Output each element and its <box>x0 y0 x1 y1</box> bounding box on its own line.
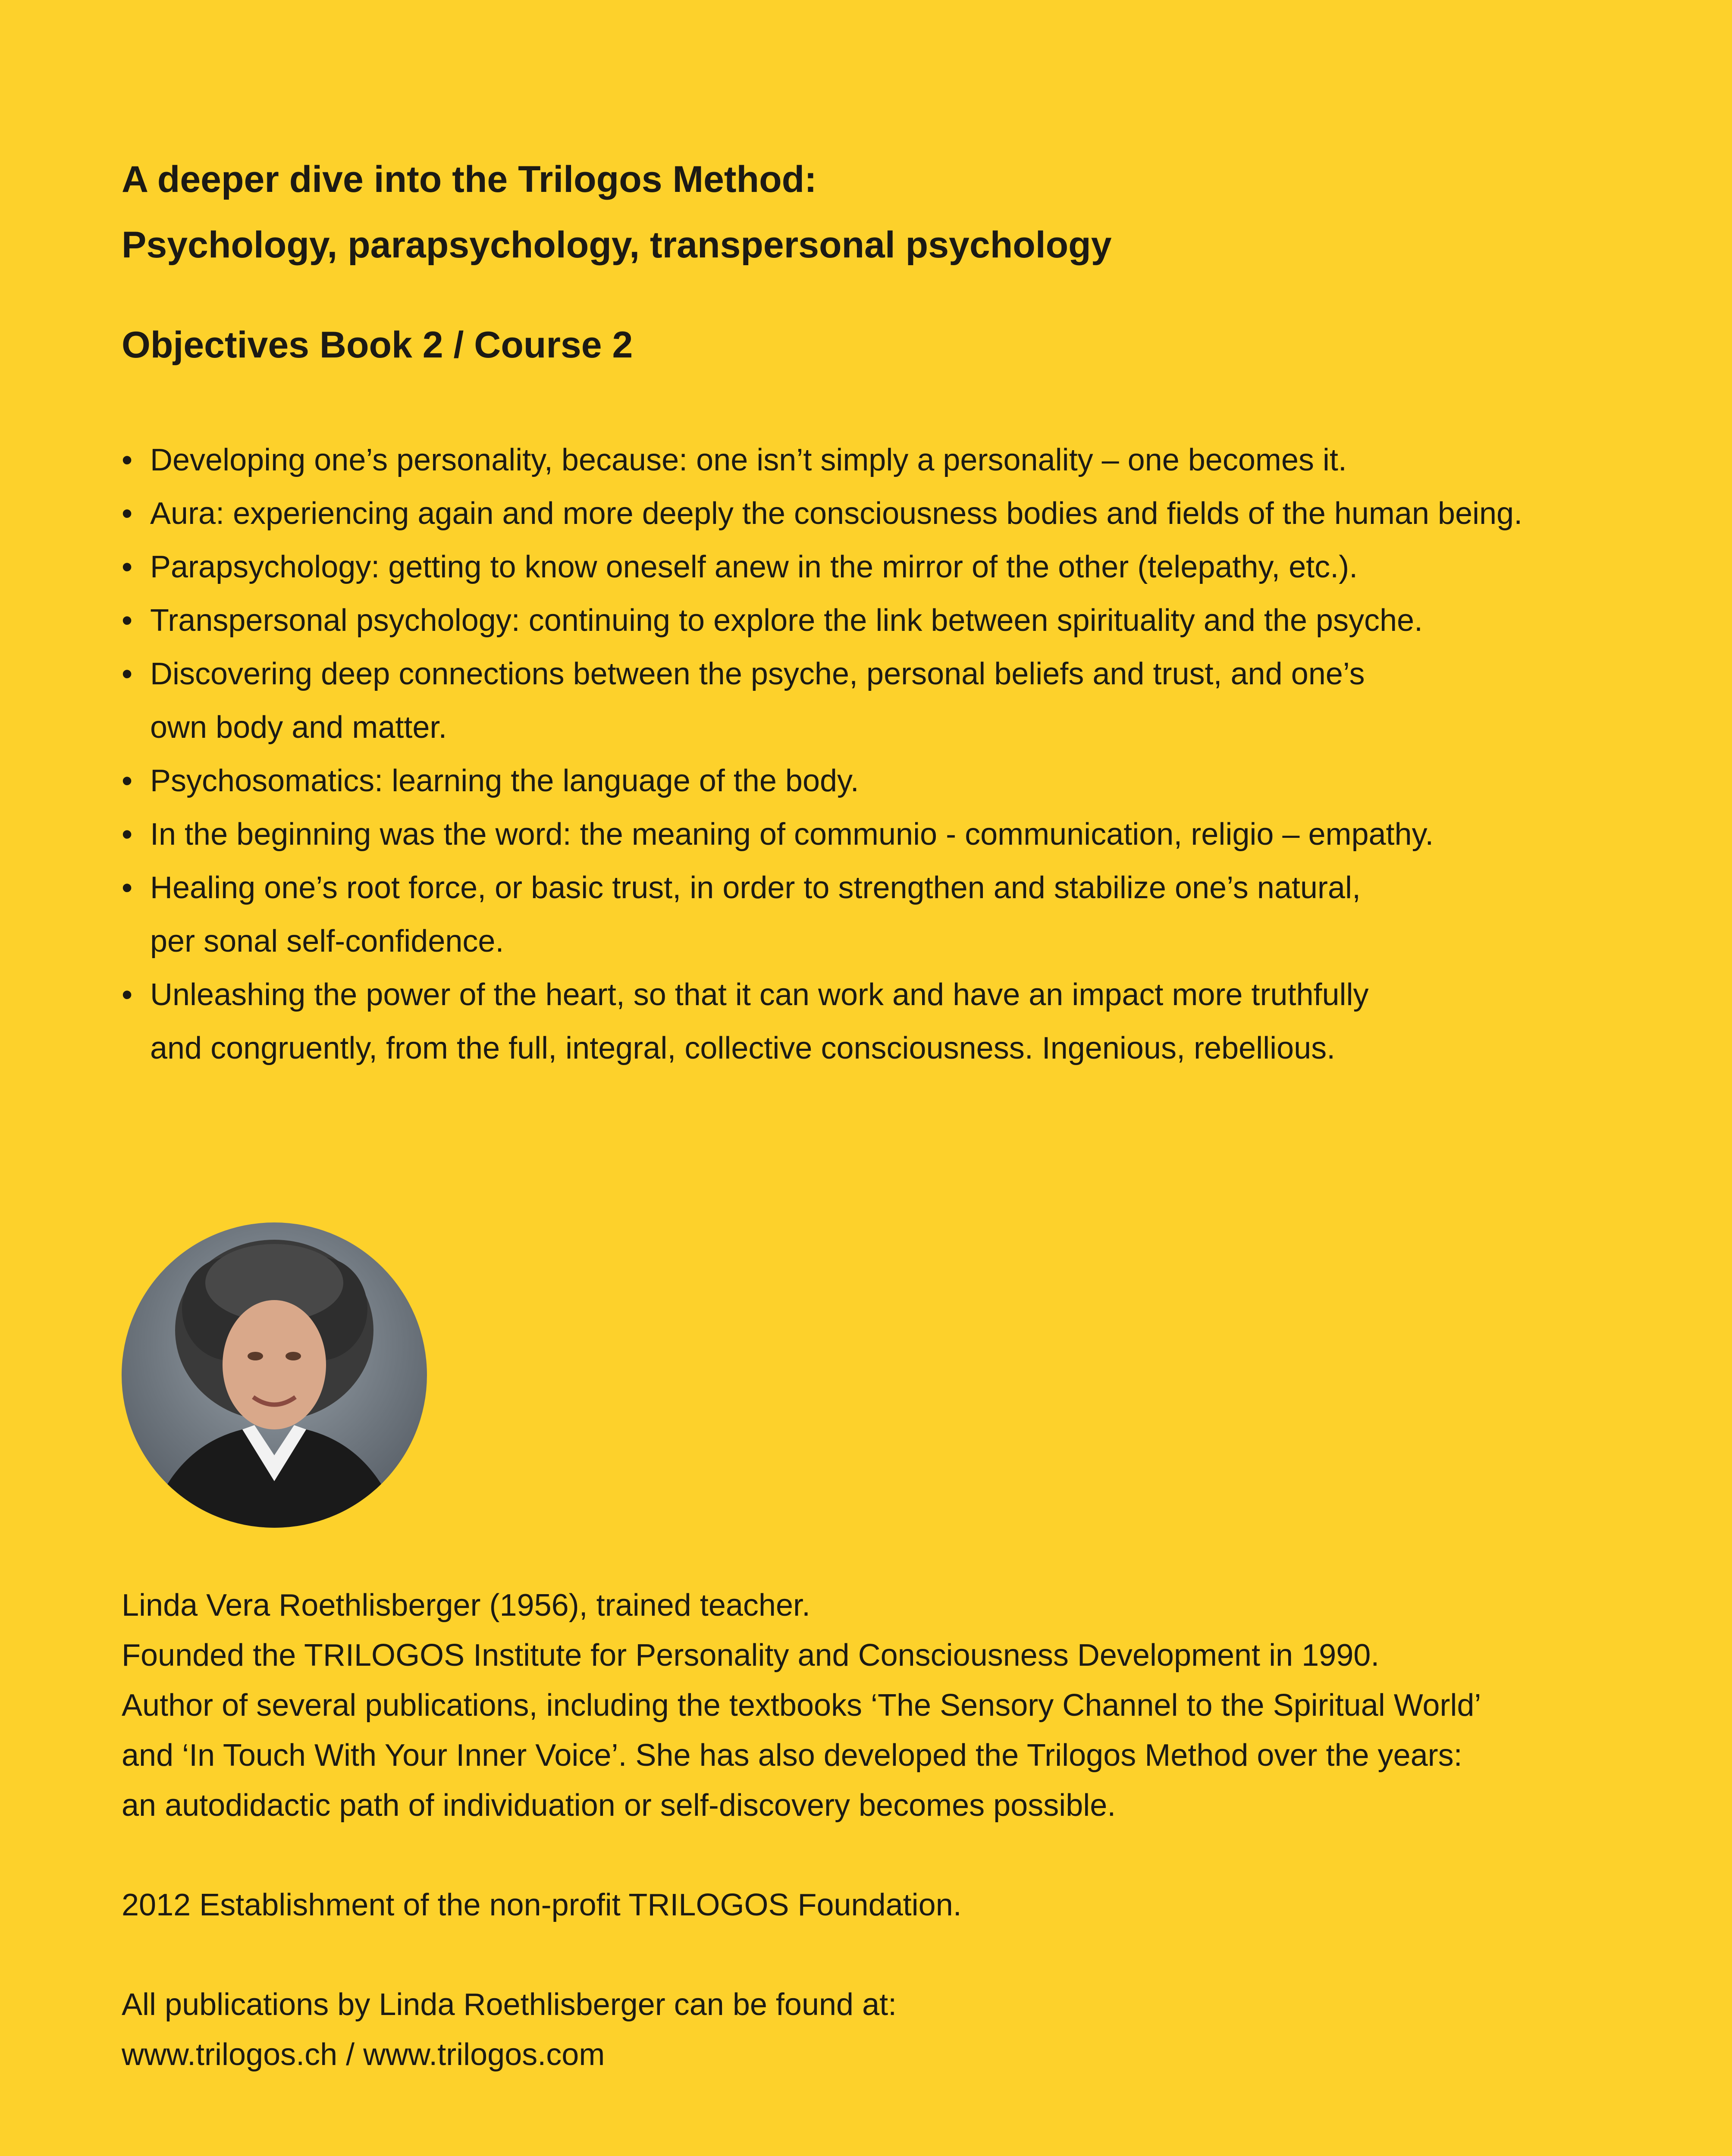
objective-text-line: Psychosomatics: learning the language of the body. <box>150 764 859 798</box>
heading-line-1: A deeper dive into the Trilogos Method: <box>122 159 817 200</box>
author-photo <box>122 1222 427 1528</box>
bullet-marker: • <box>122 817 133 852</box>
bullet-marker: • <box>122 496 133 531</box>
foundation-note: 2012 Establishment of the non-profit TRILOGOS Foundation. <box>122 1888 962 1922</box>
objective-text-line: In the beginning was the word: the meaning of communio - communication, religio – empathy. <box>150 817 1434 852</box>
objective-text-line: Parapsychology: getting to know oneself anew in the mirror of the other (telepathy, etc.). <box>150 550 1358 584</box>
objective-item <box>122 968 1709 1075</box>
objective-text-line: Discovering deep connections between the psyche, personal beliefs and trust, and one’s <box>150 657 1365 691</box>
objective-text-line: Developing one’s personality, because: one isn’t simply a personality – one becomes it. <box>150 443 1347 477</box>
bio-line: and ‘In Touch With Your Inner Voice’. She has also developed the Trilogos Method over the years: <box>122 1738 1462 1773</box>
publications-intro: All publications by Linda Roethlisberger can be found at: <box>122 1987 897 2022</box>
bullet-marker: • <box>122 443 133 477</box>
objective-item <box>122 594 1709 647</box>
objective-text-line: per sonal self-confidence. <box>150 924 504 959</box>
bullet-marker: • <box>122 603 133 638</box>
objective-text-line: and congruently, from the full, integral, collective consciousness. Ingenious, rebellious. <box>150 1031 1336 1065</box>
objective-item <box>122 433 1709 487</box>
cover-heading <box>122 147 1631 278</box>
bio-line: Founded the TRILOGOS Institute for Personality and Consciousness Development in 1990. <box>122 1638 1380 1673</box>
bullet-marker: • <box>122 764 133 798</box>
objective-item <box>122 540 1709 594</box>
objective-text-line: Unleashing the power of the heart, so that it can work and have an impact more truthfully <box>150 978 1369 1012</box>
objective-item <box>122 487 1709 540</box>
bio-line: Author of several publications, including the textbooks ‘The Sensory Channel to the Spiritual World’ <box>122 1688 1481 1723</box>
bullet-marker: • <box>122 871 133 905</box>
bullet-marker: • <box>122 657 133 691</box>
bullet-marker: • <box>122 978 133 1012</box>
websites-link[interactable]: www.trilogos.ch / www.trilogos.com <box>122 2037 605 2072</box>
heading-line-2: Psychology, parapsychology, transpersonal psychology <box>122 224 1112 266</box>
objectives-heading: Objectives Book 2 / Course 2 <box>122 324 633 366</box>
objectives-list <box>122 433 1709 1075</box>
objective-item <box>122 754 1709 808</box>
objective-item <box>122 647 1709 754</box>
objective-text-line: Transpersonal psychology: continuing to explore the link between spirituality and the psyche. <box>150 603 1423 638</box>
objective-text-line: Aura: experiencing again and more deeply the consciousness bodies and fields of the human being. <box>150 496 1523 531</box>
objective-text-line: own body and matter. <box>150 710 447 745</box>
bio-line: an autodidactic path of individuation or self-discovery becomes possible. <box>122 1788 1116 1823</box>
author-bio <box>122 1580 1674 2080</box>
objective-text-line: Healing one’s root force, or basic trust, in order to strengthen and stabilize one’s natural, <box>150 871 1361 905</box>
author-portrait-illustration <box>122 1222 427 1528</box>
objective-item <box>122 808 1709 861</box>
objective-item <box>122 861 1709 968</box>
bio-line: Linda Vera Roethlisberger (1956), trained teacher. <box>122 1588 811 1623</box>
bullet-marker: • <box>122 550 133 584</box>
